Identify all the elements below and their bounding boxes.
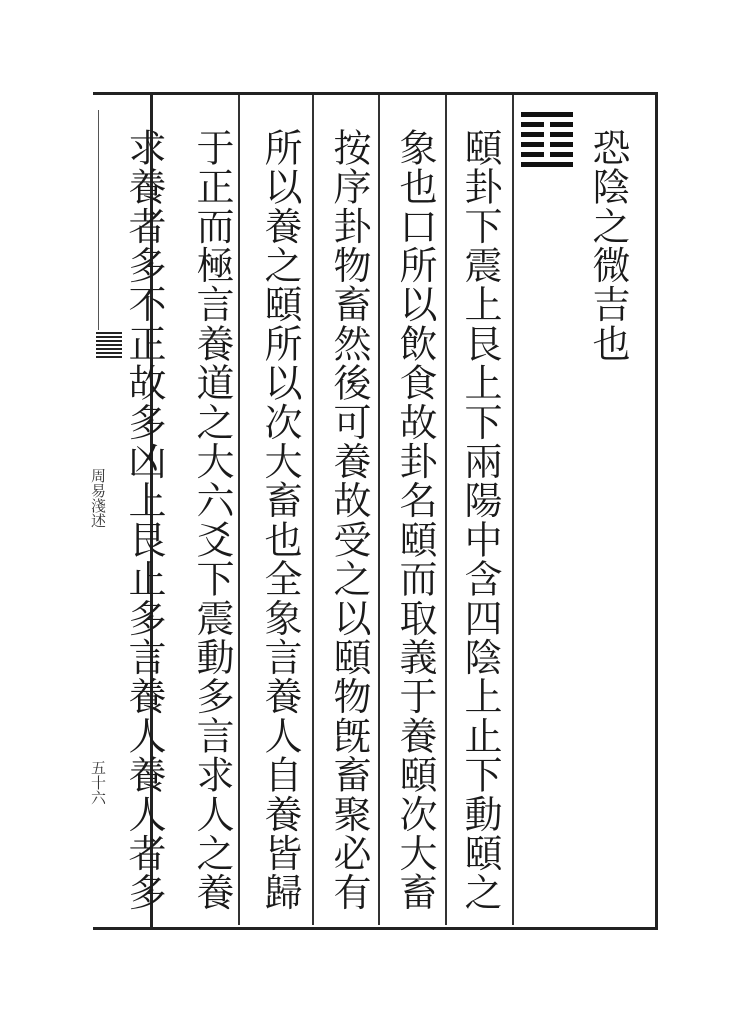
book-title: 周易淺述: [89, 468, 107, 528]
hexagram-solid-line: [521, 112, 573, 117]
hexagram-broken-line: [521, 132, 573, 137]
text-column-3: 象也口所以飲食故卦名頤而取義于養頤次大畜: [393, 128, 437, 912]
text-column-4: 按序卦物畜然後可養故受之以頤物旣畜聚必有: [327, 128, 371, 912]
text-column-5: 所以養之頤所以次大畜也全象言養人自養皆歸: [258, 128, 302, 912]
spine-edge: [98, 110, 113, 330]
text-column-6: 于正而極言養道之大六爻下震動多言求人之養: [190, 128, 234, 912]
column-divider: [238, 95, 240, 925]
page-number: 五十六: [89, 760, 107, 805]
text-column-1: 恐陰之微吉也: [586, 128, 630, 364]
text-column-7: 求養者多不正故多凶上艮止多言養人養人者多: [122, 128, 166, 912]
column-divider: [445, 95, 447, 925]
hexagram-yi-icon: [521, 112, 573, 172]
column-divider: [378, 95, 380, 925]
page-frame: [93, 92, 658, 930]
column-divider: [512, 95, 514, 925]
hexagram-solid-line: [521, 162, 573, 167]
hexagram-broken-line: [521, 122, 573, 127]
hexagram-broken-line: [521, 152, 573, 157]
text-column-2: 頤卦下震上艮上下兩陽中含四陰上止下動頤之: [458, 128, 502, 912]
column-divider: [312, 95, 314, 925]
hexagram-broken-line: [521, 142, 573, 147]
